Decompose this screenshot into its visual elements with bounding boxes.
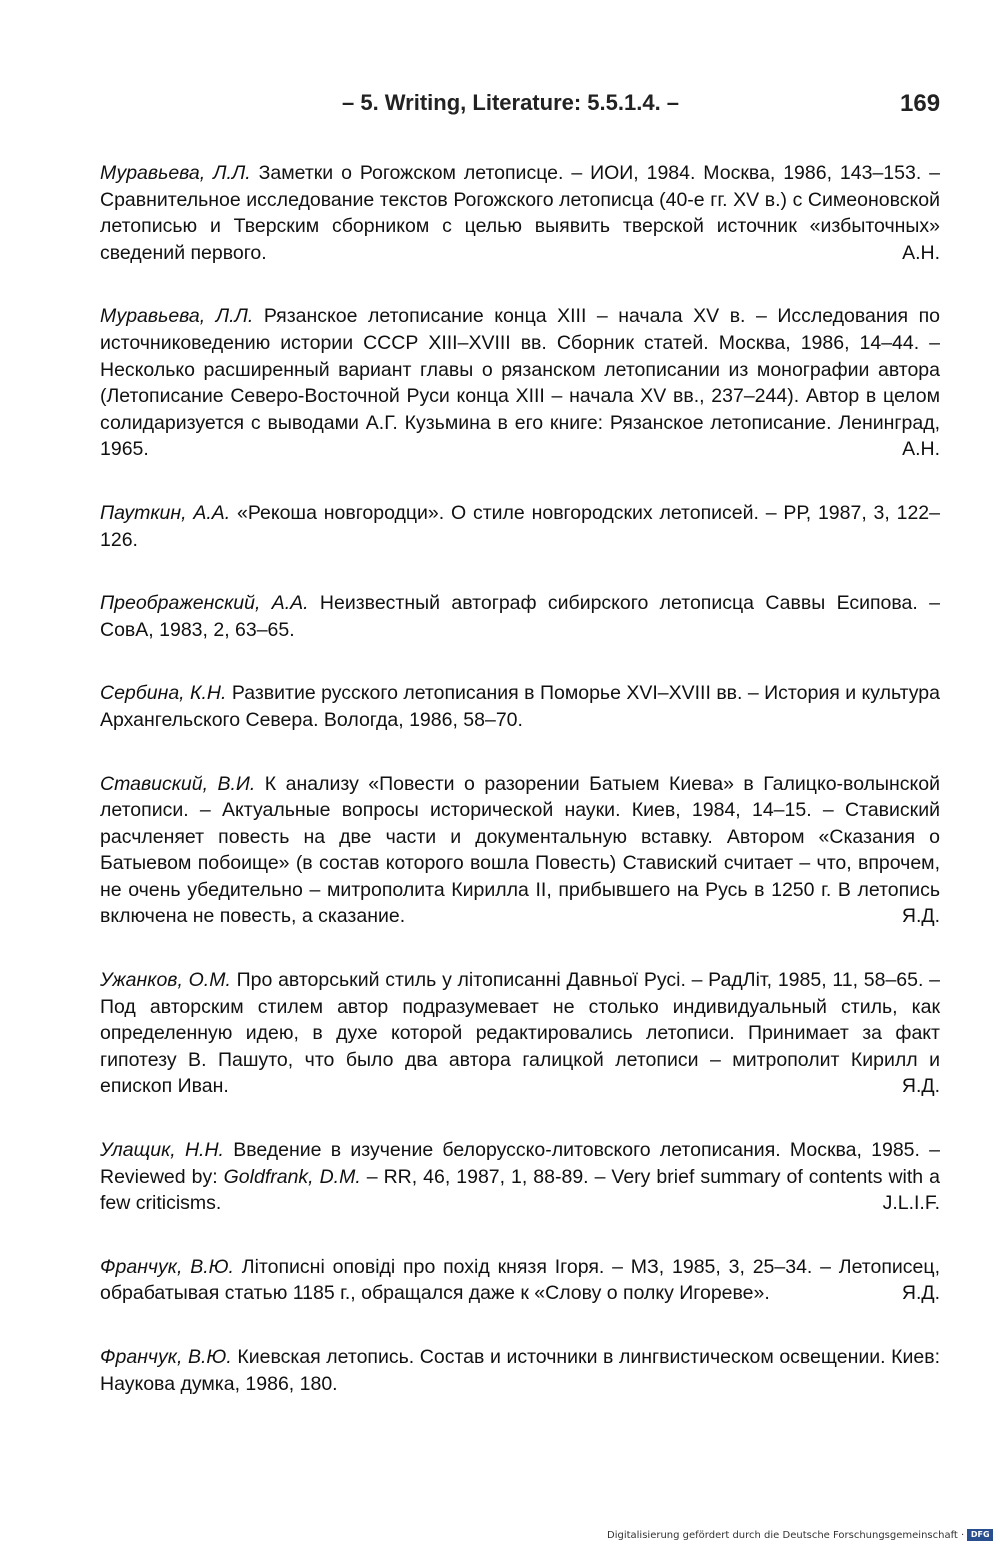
bibliography-entry bbox=[100, 967, 940, 1100]
entry-author: Муравьева, Л.Л. bbox=[100, 305, 254, 328]
dfg-logo-icon: DFG bbox=[967, 1529, 993, 1541]
entry-author: Франчук, В.Ю. bbox=[100, 1346, 232, 1368]
bibliography-list bbox=[100, 160, 940, 1434]
bibliography-entry bbox=[100, 1137, 940, 1217]
bibliography-entry bbox=[100, 1254, 940, 1307]
bibliography-entry bbox=[100, 303, 940, 463]
entry-author: Ставиский, В.И. bbox=[100, 772, 256, 795]
entry-text: Заметки о Рогожском летописце. – ИОИ, 1984. Москва, 1986, 143–153. – Сравнительное исследование текстов Рогожского летописца (40-е гг. XV в.) с Симеоновской летописью и Тверским сборником с целью выявить тверской источник «избыточных» сведений первого. bbox=[100, 162, 941, 264]
bibliography-entry bbox=[100, 500, 940, 553]
entry-author: Сербина, К.Н. bbox=[100, 682, 227, 705]
entry-text-after: – RR, 46, 1987, 1, 88-89. – Very brief summary of contents with a few criticisms. bbox=[100, 1165, 940, 1215]
entry-text: Рязанское летописание конца XIII – начала XV в. – Исследования по источниковедению истории СССР XIII–XVIII вв. Сборник статей. Москва, 1986, 14–44. – Несколько расширенный вариант главы о рязанском летописании из монографии автора (Летописание Северо-Восточной Руси конца XIII – начала XV вв., 237–244). Автор в целом солидаризуется с выводами А.Г. Кузьмина в его книге: Рязанское летописание. Ленинград, 1965. bbox=[100, 305, 941, 461]
entry-signature: А.Н. bbox=[902, 438, 940, 461]
entry-text: Літописні оповіді про похід князя Ігоря. – МЗ, 1985, 3, 25–34. – Летописец, обрабатывая статью 1185 г., обращался даже к «Слову о полку Игореве». bbox=[100, 1255, 940, 1305]
entry-author: Пауткин, А.А. bbox=[100, 501, 231, 524]
bibliography-entry bbox=[100, 590, 940, 643]
entry-signature: Я.Д. bbox=[901, 1075, 940, 1098]
entry-text-before: Введение в изучение белорусско-литовского летописания. Москва, 1985. – Reviewed by: bbox=[100, 1139, 941, 1188]
entry-signature: J.L.I.F. bbox=[882, 1192, 940, 1215]
bibliography-entry bbox=[100, 160, 940, 266]
entry-signature: Я.Д. bbox=[901, 1282, 940, 1305]
footer-text: Digitalisierung gefördert durch die Deutsche Forschungsgemeinschaft · bbox=[607, 1530, 965, 1541]
entry-author: Франчук, В.Ю. bbox=[100, 1255, 234, 1278]
entry-text: Развитие русского летописания в Поморье XVI–XVIII вв. – История и культура Архангельского Севера. Вологда, 1986, 58–70. bbox=[100, 682, 940, 731]
running-head: – 5. Writing, Literature: 5.5.1.4. – bbox=[342, 90, 680, 115]
entry-author: Преображенский, А.А. bbox=[100, 592, 309, 615]
entry-text: Про авторський стиль у літописанні Давньої Русі. – РадЛіт, 1985, 11, 58–65. – Под авторским стилем автор подразумевает не столько индивидуальный стиль, как определенную идею, в духе которой редактировались летописи. Принимает за факт гипотезу В. Пашуто, что было два автора галицкой летописи – митрополит Кирилл и епископ Иван. bbox=[100, 969, 940, 1098]
entry-reviewer: Goldfrank, D.M. bbox=[223, 1165, 361, 1188]
page-header bbox=[0, 86, 1000, 122]
entry-author: Улащик, Н.Н. bbox=[100, 1139, 224, 1162]
entry-author: Ужанков, О.М. bbox=[100, 969, 231, 992]
page-number: 169 bbox=[900, 90, 941, 117]
digitization-footer bbox=[607, 1529, 993, 1549]
entry-signature: Я.Д. bbox=[901, 905, 940, 928]
entry-text: Неизвестный автограф сибирского летописца Саввы Есипова. – СовА, 1983, 2, 63–65. bbox=[100, 592, 940, 641]
entry-text: К анализу «Повести о разорении Батыем Киева» в Галицко-волынской летописи. – Актуальные вопросы исторической науки. Киев, 1984, 14–15. – Ставиский расчленяет повесть на две части и документальную вставку. Автором «Сказания о Батыевом побоище» (в состав которого вошла Повесть) Ставиский считает – что, впрочем, не очень убедительно – митрополита Кирилла II, прибывшего на Русь в 1250 г. В летопись включена не повесть, а сказание. bbox=[100, 772, 941, 928]
entry-text: Киевская летопись. Состав и источники в лингвистическом освещении. Киев: Наукова думка, 1986, 180. bbox=[100, 1346, 941, 1395]
bibliography-entry bbox=[100, 1344, 940, 1397]
entry-author: Муравьева, Л.Л. bbox=[100, 162, 251, 184]
entry-signature: А.Н. bbox=[902, 241, 940, 264]
bibliography-entry bbox=[100, 680, 940, 733]
entry-text: «Рекоша новгородци». О стиле новгородских летописей. – РР, 1987, 3, 122–126. bbox=[100, 501, 940, 551]
bibliography-entry bbox=[100, 771, 940, 931]
